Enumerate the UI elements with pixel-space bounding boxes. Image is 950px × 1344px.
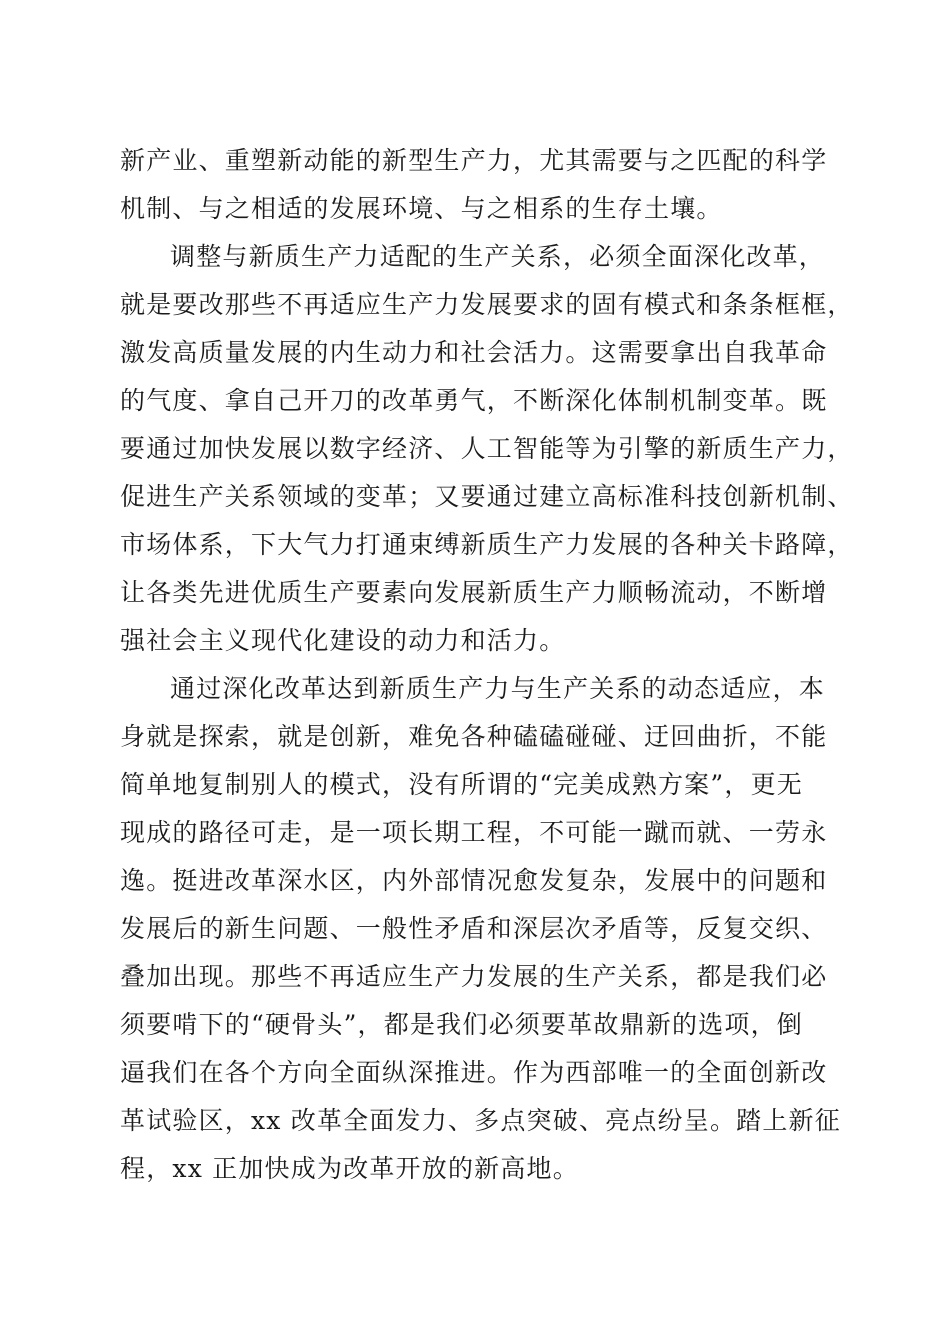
paragraph-3-line-4: 现成的路径可走，是一项长期工程，不可能一蹴而就、一劳永: [120, 818, 828, 847]
paragraph-2-line-4: 的气度、拿自己开刀的改革勇气，不断深化体制机制变革。既: [120, 386, 828, 415]
document-body: [120, 137, 854, 1193]
paragraph-1-line-1: 新产业、重塑新动能的新型生产力，尤其需要与之匹配的科学: [120, 146, 828, 175]
paragraph-2-line-3: 激发高质量发展的内生动力和社会活力。这需要拿出自我革命: [120, 338, 828, 367]
paragraph-3-line-10: 革试验区，xx 改革全面发力、多点突破、亮点纷呈。踏上新征: [120, 1106, 841, 1135]
paragraph-3-line-6: 发展后的新生问题、一般性矛盾和深层次矛盾等，反复交织、: [120, 914, 828, 943]
paragraph-3-line-7: 叠加出现。那些不再适应生产力发展的生产关系，都是我们必: [120, 962, 828, 991]
paragraph-3-line-1: 通过深化改革达到新质生产力与生产关系的动态适应，本: [170, 674, 826, 703]
paragraph-2-line-9: 强社会主义现代化建设的动力和活力。: [120, 626, 566, 655]
paragraph-3-line-8: 须要啃下的“硬骨头”，都是我们必须要革故鼎新的选项，倒: [120, 1010, 803, 1039]
paragraph-2-line-2: 就是要改那些不再适应生产力发展要求的固有模式和条条框框，: [120, 290, 854, 319]
paragraph-2-line-1: 调整与新质生产力适配的生产关系，必须全面深化改革，: [170, 242, 826, 271]
paragraph-3-line-2: 身就是探索，就是创新，难免各种磕磕碰碰、迂回曲折，不能: [120, 722, 828, 751]
paragraph-2-line-6: 促进生产关系领域的变革；又要通过建立高标准科技创新机制、: [120, 482, 854, 511]
paragraph-3-line-9: 逼我们在各个方向全面纵深推进。作为西部唯一的全面创新改: [120, 1058, 828, 1087]
paragraph-2-line-7: 市场体系，下大气力打通束缚新质生产力发展的各种关卡路障，: [120, 530, 854, 559]
paragraph-3-line-3: 简单地复制别人的模式，没有所谓的“完美成熟方案”，更无: [120, 770, 803, 799]
paragraph-1-line-2: 机制、与之相适的发展环境、与之相系的生存土壤。: [120, 194, 723, 223]
paragraph-3-line-11: 程，xx 正加快成为改革开放的新高地。: [120, 1154, 579, 1183]
paragraph-2-line-5: 要通过加快发展以数字经济、人工智能等为引擎的新质生产力，: [120, 434, 854, 463]
paragraph-2-line-8: 让各类先进优质生产要素向发展新质生产力顺畅流动，不断增: [120, 578, 828, 607]
paragraph-3-line-5: 逸。挺进改革深水区，内外部情况愈发复杂，发展中的问题和: [120, 866, 828, 895]
